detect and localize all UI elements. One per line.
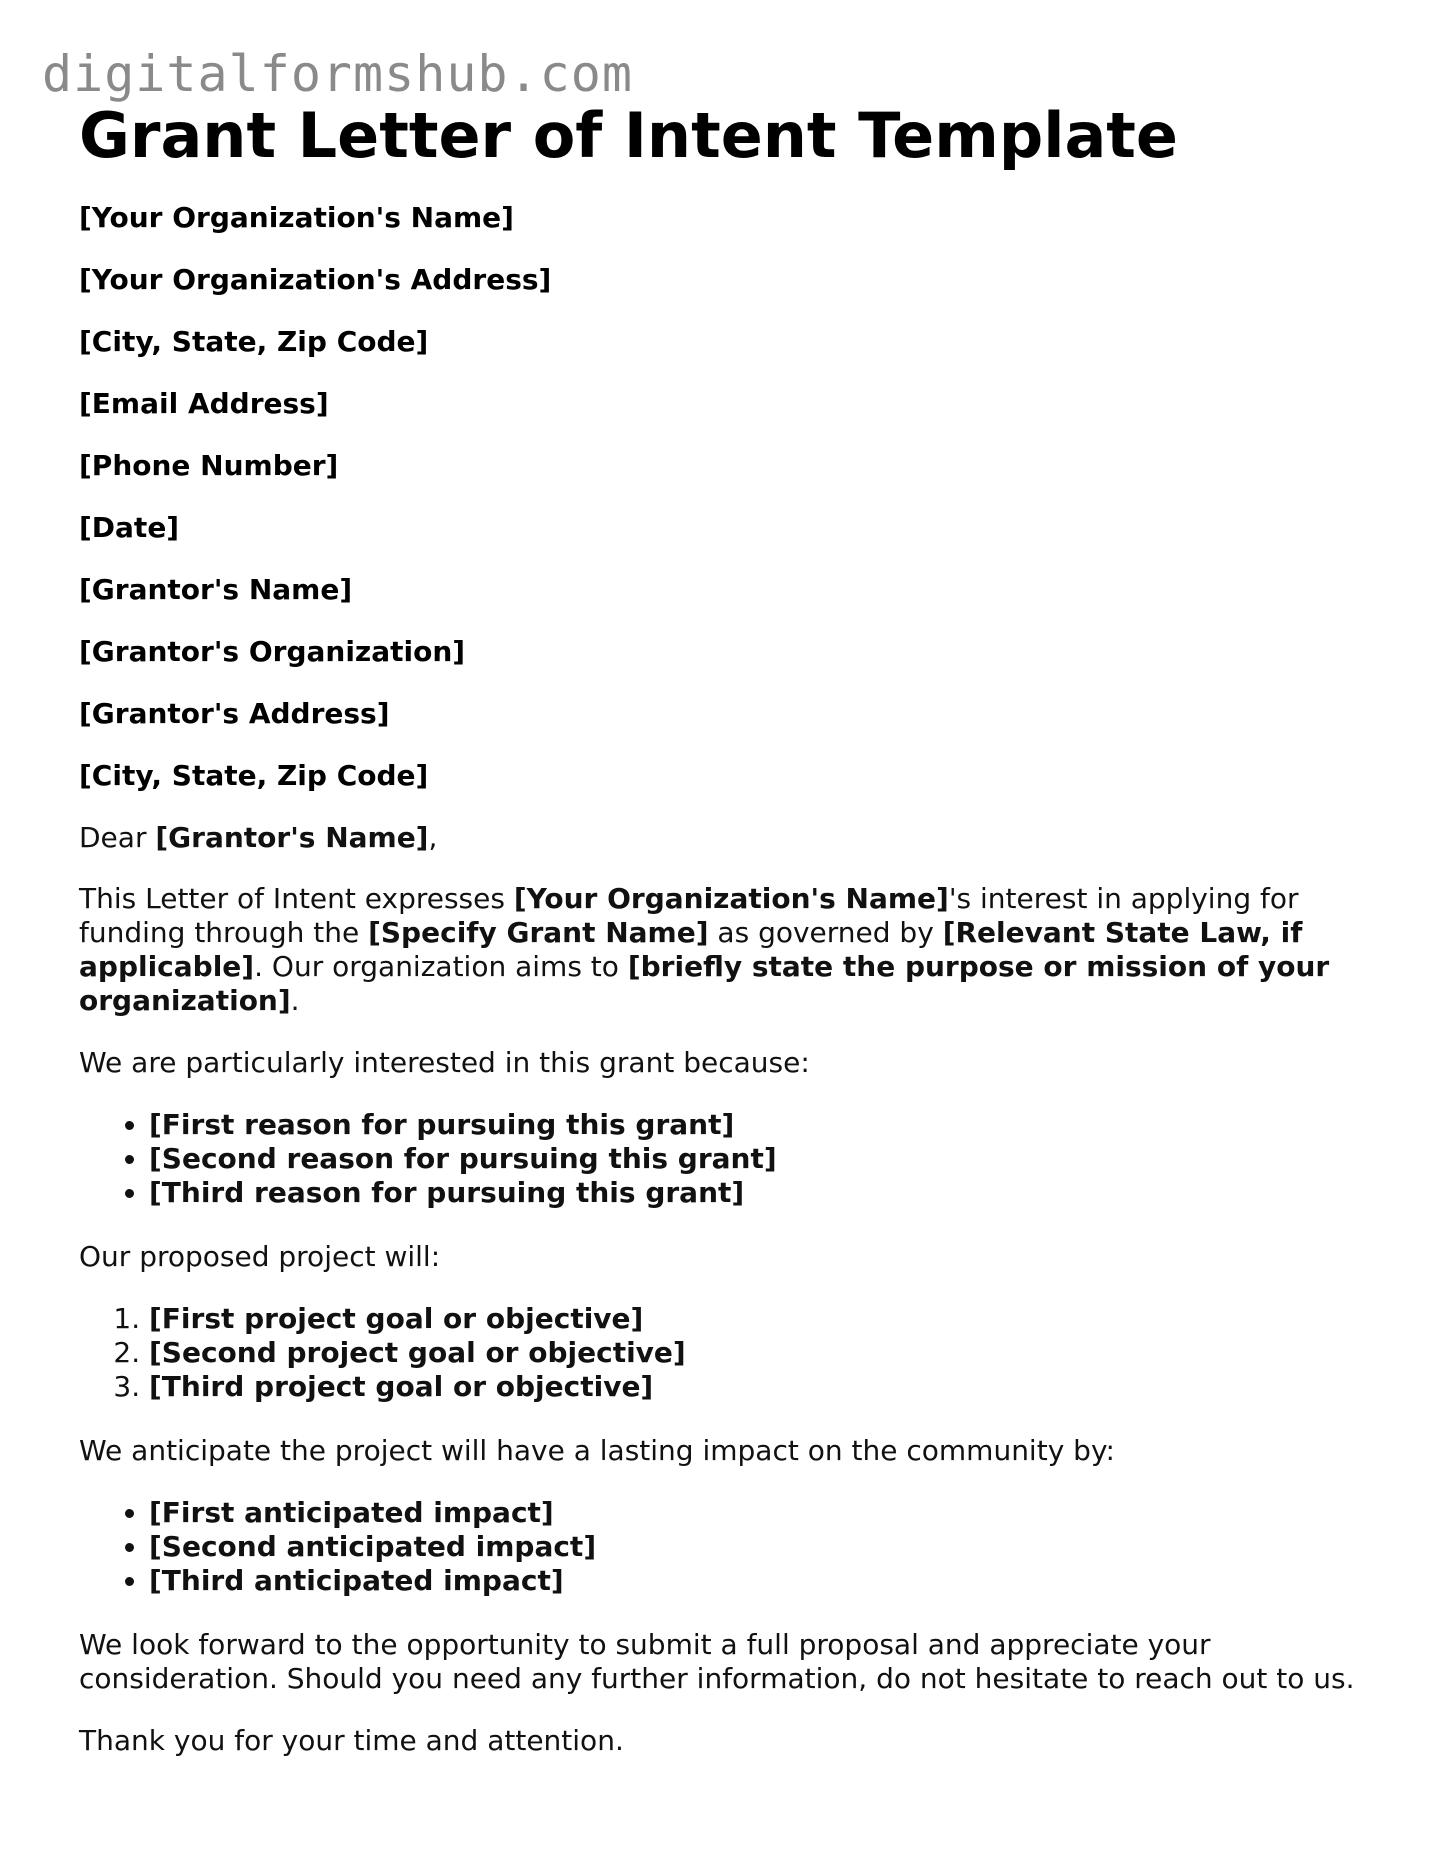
goals-list (79, 1302, 1379, 1404)
reasons-list (79, 1108, 1379, 1210)
list-item: • [Third reason for pursuing this grant] (149, 1176, 1379, 1210)
list-item: 1. [First project goal or objective] (149, 1302, 1379, 1336)
sender-city-state-zip: [City, State, Zip Code] (79, 325, 429, 358)
sender-phone: [Phone Number] (79, 449, 339, 482)
salutation-suffix: , (428, 821, 438, 854)
impacts-list (79, 1496, 1379, 1598)
intro-paragraph (79, 882, 1379, 1018)
list-item: 3. [Third project goal or objective] (149, 1370, 1379, 1404)
thanks-line: Thank you for your time and attention. (79, 1724, 624, 1757)
intro-text-2: 's interest in applying for funding through the (79, 882, 1299, 949)
sender-organization-name: [Your Organization's Name] (79, 201, 514, 234)
reasons-intro: We are particularly interested in this grant because: (79, 1046, 810, 1079)
letter-document (79, 98, 1379, 1786)
document-title: Grant Letter of Intent Template (79, 99, 1178, 172)
sender-email: [Email Address] (79, 387, 329, 420)
list-item: 2. [Second project goal or objective] (149, 1336, 1379, 1370)
grantor-city-state-zip: [City, State, Zip Code] (79, 759, 429, 792)
intro-text-5: . (290, 984, 300, 1017)
intro-text-4: . Our organization aims to (254, 950, 628, 983)
closing-paragraph: We look forward to the opportunity to submit a full proposal and appreciate your consideration. Should you need any further information, do not hesitate to reach out to us. (79, 1628, 1355, 1695)
address-block (79, 200, 1379, 794)
list-item: • [Second anticipated impact] (149, 1530, 1379, 1564)
impacts-intro: We anticipate the project will have a lasting impact on the community by: (79, 1434, 1115, 1467)
intro-text-3: as governed by (708, 916, 943, 949)
list-item: • [First reason for pursuing this grant] (149, 1108, 1379, 1142)
letter-date: [Date] (79, 511, 180, 544)
salutation (79, 820, 1379, 856)
list-item: • [First anticipated impact] (149, 1496, 1379, 1530)
sender-organization-address: [Your Organization's Address] (79, 263, 552, 296)
list-item: • [Second reason for pursuing this grant] (149, 1142, 1379, 1176)
grantor-organization: [Grantor's Organization] (79, 635, 466, 668)
grantor-name: [Grantor's Name] (79, 573, 353, 606)
intro-purpose: [briefly state the purpose or mission of your organization] (79, 950, 1330, 1017)
intro-text-1: This Letter of Intent expresses (79, 882, 514, 915)
salutation-grantor-name: [Grantor's Name] (155, 821, 429, 854)
intro-grant-name: [Specify Grant Name] (368, 916, 709, 949)
intro-org-name: [Your Organization's Name] (513, 882, 949, 915)
site-watermark: digitalformshub.com (42, 45, 633, 103)
goals-intro: Our proposed project will: (79, 1240, 441, 1273)
grantor-address: [Grantor's Address] (79, 697, 390, 730)
list-item: • [Third anticipated impact] (149, 1564, 1379, 1598)
intro-state-law: [Relevant State Law, if applicable] (79, 916, 1303, 983)
salutation-prefix: Dear (79, 821, 156, 854)
